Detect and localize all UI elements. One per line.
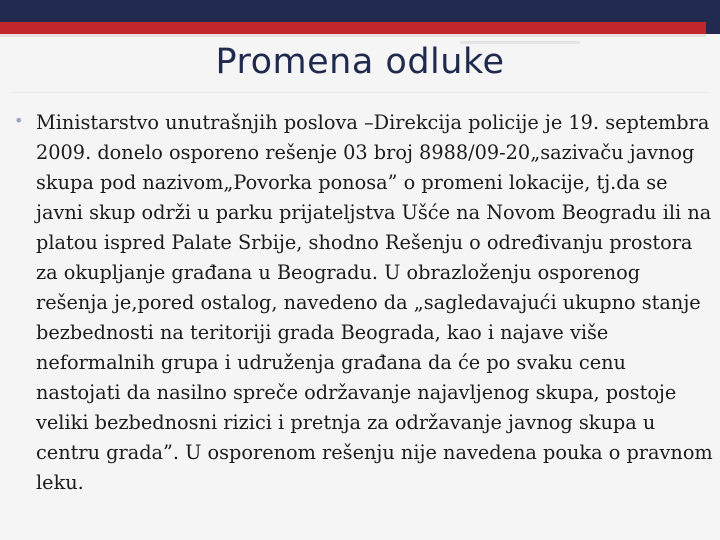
bullet-dot-icon: • bbox=[14, 111, 24, 130]
slide-title: Promena odluke bbox=[215, 42, 505, 82]
header-banner-red bbox=[0, 22, 706, 34]
header-banner-light-strip bbox=[0, 34, 706, 37]
slide-content bbox=[14, 108, 714, 498]
title-divider bbox=[14, 92, 706, 93]
header-banner-dark bbox=[0, 0, 720, 22]
bullet-text: Ministarstvo unutrašnjih poslova –Direkcija policije je 19. septembra 2009. donelo osporeno rešenje 03 broj 8988/09-20„sazivaču javnog skupa pod nazivom„Povorka ponosa” o promeni lokacije, tj.da se javni skup održi u parku prijateljstva Ušće na Novom Beogradu ili na platou ispred Palate Srbije, shodno Rešenju o određivanju prostora za okupljanje građana u Beogradu. U obrazloženju osporenog rešenja je,pored ostalog, navedeno da „sagledavajući ukupno stanje bezbednosti na teritoriji grada Beograda, kao i najave više neformalnih grupa i udruženja građana da će po svaku cenu nastojati da nasilno spreče održavanje najavljenog skupa, postoje veliki bezbednosni rizici i pretnja za održavanje javnog skupa u centru grada”. U osporenom rešenju nije navedena pouka o pravnom leku. bbox=[36, 111, 713, 494]
bullet-item bbox=[14, 108, 714, 498]
header-banner-cap bbox=[706, 0, 720, 34]
